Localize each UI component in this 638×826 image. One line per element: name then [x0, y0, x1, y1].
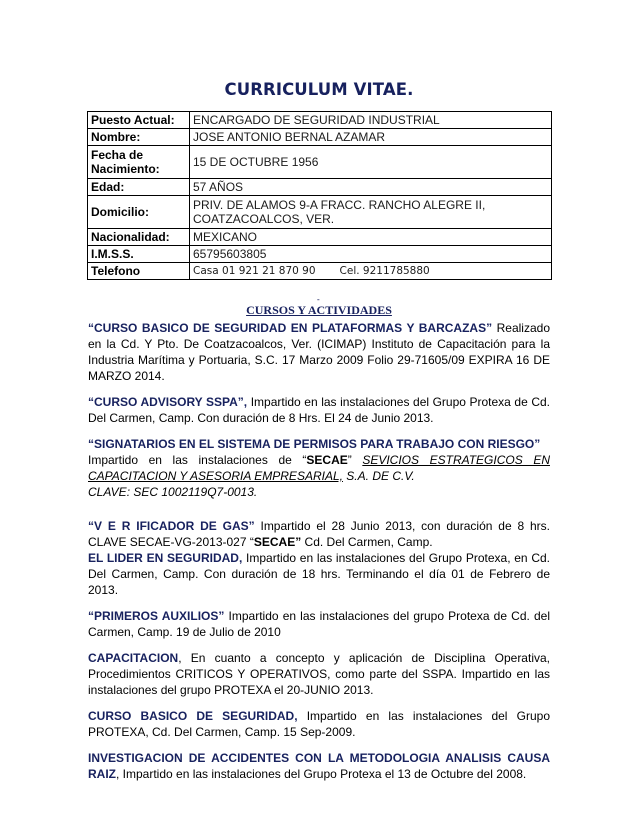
info-label: Edad: [88, 179, 190, 196]
personal-info-table [87, 111, 552, 280]
info-row-nacionalidad [88, 229, 552, 246]
page-title: CURRICULUM VITAE. [224, 80, 414, 99]
course-title: “PRIMEROS AUXILIOS” [88, 609, 225, 623]
info-label: Telefono [88, 263, 190, 280]
info-label: I.M.S.S. [88, 246, 190, 263]
course-title: “SIGNATARIOS EN EL SISTEMA DE PERMISOS PARA TRABAJO CON RIESGO” [88, 437, 541, 451]
course-title: “V E R IFICADOR DE GAS” [88, 519, 255, 533]
phone-home: Casa 01 921 21 870 90 [193, 265, 316, 277]
course-text: Impartido en las instalaciones del Grupo Protexa, en Cd. Del Carmen, Camp. Con duración de 18 hrs. Terminando el día 01 de Febrero de 2013. [88, 551, 550, 597]
info-value: 15 DE OCTUBRE 1956 [190, 146, 552, 179]
info-label: Fecha de Nacimiento: [88, 146, 190, 179]
course-text: , En cuanto a concepto y aplicación de Disciplina Operativa, Procedimientos CRITICOS Y OPERATIVOS, como parte del SSPA. Impartido en las instalaciones del grupo PROTEXA el 20-JUNIO 2013. [88, 651, 550, 697]
course-text: Impartido en las instalaciones de “ [88, 453, 307, 467]
course-title: INVESTIGACION DE ACCIDENTES CON LA METODOLOGIA ANALISIS CAUSA RAIZ [88, 751, 550, 781]
course-item [88, 650, 550, 698]
course-item: “SIGNATARIOS EN EL SISTEMA DE PERMISOS PARA TRABAJO CON RIESGO” Impartido en las instalaciones de “SECAE” SEVICIOS ESTRATEGICOS EN CAPACITACION Y ASESORIA EMPRESARIAL, S.A. DE C.V. CLAVE: SEC 1002119Q7-0013. [88, 437, 550, 499]
course-item: “V E R IFICADOR DE GAS” Impartido el 28 Junio 2013, con duración de 8 hrs. CLAVE SECAE-VG-2013-027 “SECAE” Cd. Del Carmen, Camp. [88, 519, 551, 549]
info-value: PRIV. DE ALAMOS 9-A FRACC. RANCHO ALEGRE II, COATZACOALCOS, VER. [190, 196, 552, 229]
info-row-nombre [88, 129, 552, 146]
info-label: Puesto Actual: [88, 112, 190, 129]
course-text: Realizado en la Cd. Y Pto. De Coatzacoalcos, Ver. (ICIMAP) Instituto de Capacitación para la Industria Marítima y Portuaria, S.C. 17 Marzo 2009 Folio 29-71605/09 EXPIRA 16 DE MARZO 2014. [88, 321, 550, 383]
course-text: Impartido el 28 Junio 2013, con duración de 8 hrs. CLAVE SECAE-VG-2013-027 “ [88, 519, 551, 549]
course-title: CURSO BASICO DE SEGURIDAD, [88, 709, 298, 723]
course-provider-link: SEVICIOS ESTRATEGICOS EN CAPACITACION Y ASESORIA EMPRESARIAL, [88, 453, 550, 483]
info-row-domicilio [88, 196, 552, 229]
info-row-puesto [88, 112, 552, 129]
course-clave: CLAVE: SEC 1002119Q7-0013. [88, 485, 258, 499]
course-bold: SECAE” [253, 535, 302, 549]
course-text: Impartido en las instalaciones del grupo Protexa de Cd. del Carmen, Camp. 19 de Julio de 2010 [88, 609, 550, 639]
info-row-imss [88, 246, 552, 263]
course-title: EL LIDER EN SEGURIDAD, [88, 551, 243, 565]
info-value: ENCARGADO DE SEGURIDAD INDUSTRIAL [190, 112, 552, 129]
info-value: JOSE ANTONIO BERNAL AZAMAR [190, 129, 552, 146]
info-label: Nombre: [88, 129, 190, 146]
course-text: Impartido en las instalaciones del Grupo PROTEXA, Cd. Del Carmen, Camp. 15 Sep-2009. [88, 709, 550, 739]
info-row-edad [88, 179, 552, 196]
course-item [88, 550, 550, 598]
course-item [88, 320, 550, 384]
course-bold: SECAE [306, 453, 348, 467]
info-value: 57 AÑOS [190, 179, 552, 196]
info-value: 65795603805 [190, 246, 552, 263]
info-row-fecha [88, 146, 552, 179]
course-text: Impartido en las instalaciones del Grupo Protexa el 13 de Octubre del 2008. [119, 767, 527, 781]
info-row-telefono [88, 263, 552, 280]
courses-list [88, 320, 550, 792]
course-item [88, 608, 550, 640]
course-title: CAPACITACION [88, 651, 179, 665]
course-item: INVESTIGACION DE ACCIDENTES CON LA METODOLOGIA ANALISIS CAUSA RAIZ, Impartido en las instalaciones del Grupo Protexa el 13 de Octubre del 2008. [88, 751, 550, 781]
course-item [88, 708, 550, 740]
course-text: Impartido en las instalaciones del Grupo Protexa de Cd. Del Carmen, Camp. Con duración de 8 Hrs. El 24 de Junio 2013. [88, 395, 550, 425]
course-title: “CURSO ADVISORY SSPA”, [88, 395, 248, 409]
info-label: Domicilio: [88, 196, 190, 229]
section-title: - CURSOS Y ACTIVIDADES [246, 295, 392, 317]
phone-cell: Cel. 9211785880 [339, 265, 430, 277]
course-item [88, 394, 550, 426]
info-value [190, 263, 552, 280]
info-value: MEXICANO [190, 229, 552, 246]
course-title: “CURSO BASICO DE SEGURIDAD EN PLATAFORMAS Y BARCAZAS” [88, 321, 493, 335]
info-label: Nacionalidad: [88, 229, 190, 246]
